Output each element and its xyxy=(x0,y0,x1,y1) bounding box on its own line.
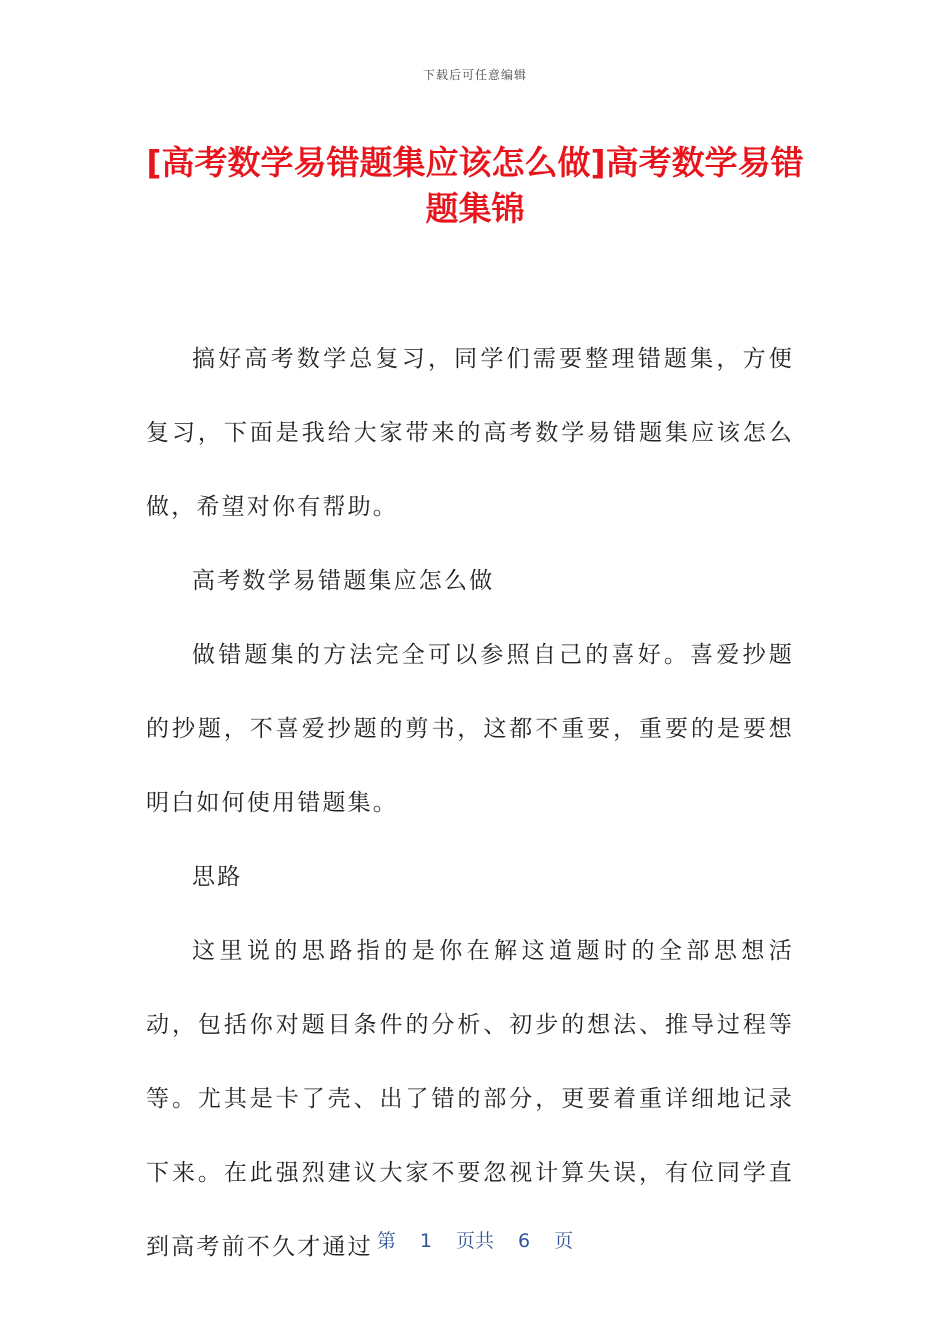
section-heading-thinking: 思路 xyxy=(192,864,243,890)
footer-total-pages: 6 xyxy=(518,1230,531,1252)
page-title: [高考数学易错题集应该怎么做]高考数学易错题集锦 xyxy=(146,143,804,228)
header-note: 下载后可任意编辑 xyxy=(422,68,527,82)
footer-middle: 页共 xyxy=(455,1230,494,1252)
page-footer xyxy=(0,1226,950,1253)
paragraph-intro: 搞好高考数学总复习，同学们需要整理错题集，方便复习，下面是我给大家带来的高考数学易错题集应该怎么做，希望对你有帮助。 xyxy=(146,346,794,520)
footer-suffix: 页 xyxy=(554,1230,574,1252)
paragraph-method: 做错题集的方法完全可以参照自己的喜好。喜爱抄题的抄题，不喜爱抄题的剪书，这都不重要，重要的是要想明白如何使用错题集。 xyxy=(146,642,794,816)
section-heading-how-to: 高考数学易错题集应怎么做 xyxy=(192,568,495,594)
document-body xyxy=(146,322,794,1284)
footer-prefix: 第 xyxy=(376,1230,396,1252)
footer-current-page: 1 xyxy=(419,1230,432,1252)
paragraph-thinking: 这里说的思路指的是你在解这道题时的全部思想活动，包括你对题目条件的分析、初步的想法、推导过程等等。尤其是卡了壳、出了错的部分，更要着重详细地记录下来。在此强烈建议大家不要忽视计算失误，有位同学直到高考前不久才通过 xyxy=(146,938,794,1260)
